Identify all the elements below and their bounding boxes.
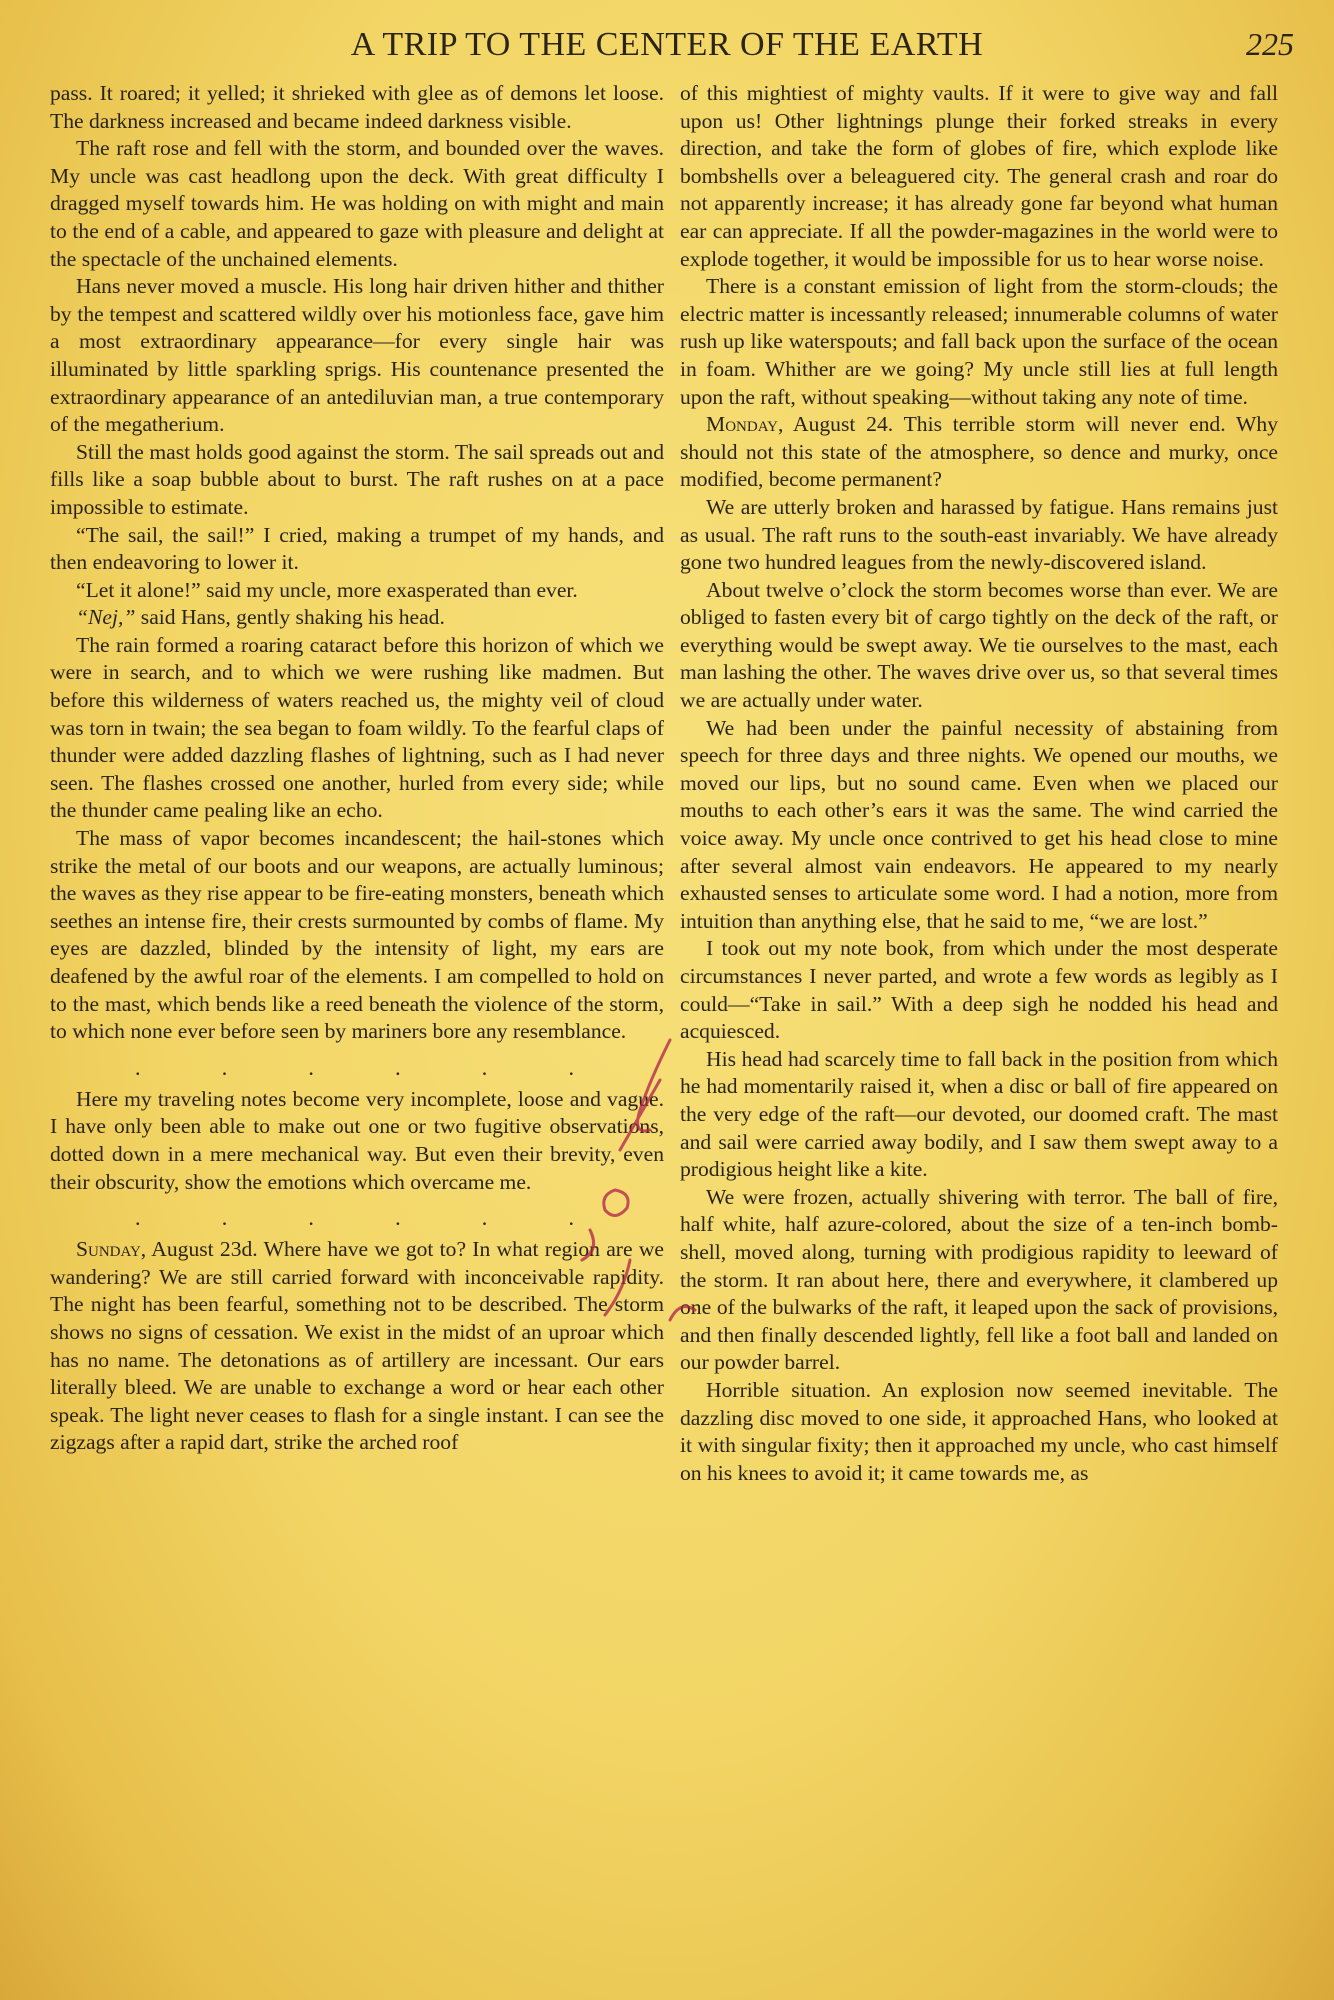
paragraph: Horrible situation. An explosion now seemed inevitable. The dazzling disc moved to one side, it approached Hans, who looked at it with singular fixity; then it approached my uncle, who cast himself on his knees to avoid it; it came towards me, as xyxy=(680,1377,1278,1485)
paragraph xyxy=(50,604,664,632)
paragraph: The rain formed a roaring cataract before this horizon of which we were in search, and to which we were rushing like madmen. But before this wilderness of waters reached us, the mighty veil of cloud was torn in twain; the sea began to foam wildly. To the fearful claps of thunder were added dazzling flashes of lightning, such as I had never seen. The flashes crossed one another, hurled from every side; while the thunder came pealing like an echo. xyxy=(50,632,664,823)
paragraph: The raft rose and fell with the storm, and bounded over the waves. My uncle was cast headlong upon the deck. With great difficulty I dragged myself towards him. He was holding on with might and main to the end of a cable, and appeared to gaze with pleasure and delight at the spectacle of the unchained elements. xyxy=(50,136,664,271)
paragraph-text: August 23d. Where have we got to? In what region are we wandering? We are still carried forward with inconceivable rapidity. The night has been fearful, something not to be described. The storm shows no signs of cessation. We exist in the midst of an uproar which has no name. The detonations as of artillery are incessant. Our ears literally bleed. We are unable to exchange a word or hear each other speak. The light never ceases to flash for a single instant. I can see the zigzags after a rapid dart, strike the arched roof xyxy=(50,1237,664,1455)
paragraph: of this mightiest of mighty vaults. If it were to give way and fall upon us! Other lightnings plunge their forked streaks in every direction, and take the form of globes of fire, which explode like bombshells over a beleaguered city. The general crash and roar do not apparently increase; it has already gone far beyond what human ear can appreciate. If all the powder-magazines in the world were to explode together, it would be impossible for us to hear worse noise. xyxy=(680,81,1278,271)
paragraph: “Let it alone!” said my uncle, more exasperated than ever. xyxy=(76,577,578,602)
left-column xyxy=(50,80,664,1457)
dot: . xyxy=(481,1054,488,1080)
paragraph xyxy=(680,411,1278,494)
paragraph: Still the mast holds good against the storm. The sail spreads out and fills like a soap bubble about to burst. The raft rushes on at a pace impossible to estimate. xyxy=(50,439,664,519)
diary-day: Monday, xyxy=(706,412,784,437)
paragraph: The mass of vapor becomes incandescent; the hail-stones which strike the metal of our boots and our weapons, are actually luminous; the waves as they rise appear to be fire-eating monsters, beneath which seethes an intense fire, their crests surmounted by combs of flame. My eyes are dazzled, blinded by the intensity of light, my ears are deafened by the awful roar of the elements. I am compelled to hold on to the mast, which bends like a reed beneath the violence of the storm, to which none ever before seen by mariners bore any resemblance. xyxy=(50,826,664,1044)
running-title: A TRIP TO THE CENTER OF THE EARTH xyxy=(350,26,984,63)
paragraph: Hans never moved a muscle. His long hair driven hither and thither by the tempest and scattered wildly over his motionless face, gave him a most extraordinary appearance—for every single hair was illuminated by little sparkling sprigs. His countenance presented the extraordinary appearance of an antediluvian man, a true contemporary of the megatherium. xyxy=(50,274,664,437)
dot: . xyxy=(221,1054,228,1080)
paragraph xyxy=(50,1236,664,1457)
paragraph: We had been under the painful necessity of abstaining from speech for three days and three nights. We opened our mouths, we moved our lips, but no sound came. Even when we placed our mouths to each other’s ears it was the same. The wind carried the voice away. My uncle once contrived to get his head close to mine after several almost vain endeavors. He appeared to my nearly exhausted senses to articulate some word. I had a notion, more from intuition than anything else, that he said to me, “we are lost.” xyxy=(680,715,1278,933)
paragraph: About twelve o’clock the storm becomes worse than ever. We are obliged to fasten every bit of cargo tightly on the deck of the raft, or everything would be swept away. We tie ourselves to the mast, each man lashing the other. The waves drive over us, so that several times we are actually under water. xyxy=(680,577,1278,713)
paragraph: We were frozen, actually shivering with terror. The ball of fire, half white, half azure-colored, about the size of a ten-inch bomb-shell, moved along, turning with prodigious rapidity to leeward of the storm. It ran about here, there and everywhere, it clambered up one of the bulwarks of the raft, it leaped upon the sack of provisions, and then finally descended lightly, fell like a foot ball and landed on our powder barrel. xyxy=(680,1184,1278,1375)
page-header xyxy=(40,26,1294,70)
paragraph: There is a constant emission of light from the storm-clouds; the electric matter is incessantly released; innumerable columns of water rush up like waterspouts; and fall back upon the surface of the ocean in foam. Whither are we going? My uncle still lies at full length upon the raft, without speaking—without taking any note of time. xyxy=(680,274,1278,409)
dot: . xyxy=(135,1054,141,1080)
paragraph-text: August 24. This terrible storm will never end. Why should not this state of the atmosphere, so dence and murky, once modified, become permanent? xyxy=(680,412,1278,492)
paragraph: pass. It roared; it yelled; it shrieked with glee as of demons let loose. The darkness increased and became indeed darkness visible. xyxy=(50,81,664,133)
paragraph: Here my traveling notes become very incomplete, loose and vague. I have only been able to make out one or two fugitive observations, dotted down in a mere mechanical way. But even their brevity, even their obscurity, show the emotions which overcame me. xyxy=(50,1086,664,1194)
dot: . xyxy=(221,1205,228,1231)
page-number: 225 xyxy=(1246,26,1294,62)
right-column xyxy=(680,80,1278,1487)
dot: . xyxy=(481,1205,488,1231)
paragraph-text: said Hans, gently shaking his head. xyxy=(135,605,445,630)
section-break-dots xyxy=(50,1204,664,1232)
italic-word: “Nej,” xyxy=(76,605,136,630)
dot: . xyxy=(308,1205,314,1231)
dot: . xyxy=(395,1054,401,1080)
dot: . xyxy=(568,1205,574,1231)
dot: . xyxy=(395,1205,401,1231)
paragraph: I took out my note book, from which under the most desperate circumstances I never parted, and wrote a few words as legibly as I could—“Take in sail.” With a deep sigh he nodded his head and acquiesced. xyxy=(680,936,1278,1044)
section-break-dots xyxy=(50,1054,664,1082)
paragraph: His head had scarcely time to fall back in the position from which he had momentarily raised it, when a disc or ball of fire appeared on the very edge of the raft—our devoted, our doomed craft. The mast and sail were carried away bodily, and I saw them swept away to a prodigious height like a kite. xyxy=(680,1046,1278,1182)
dot: . xyxy=(308,1054,314,1080)
dot: . xyxy=(135,1205,141,1231)
paragraph: “The sail, the sail!” I cried, making a trumpet of my hands, and then endeavoring to lower it. xyxy=(50,522,664,575)
paragraph: We are utterly broken and harassed by fatigue. Hans remains just as usual. The raft runs to the south-east invariably. We have already gone two hundred leagues from the newly-discovered island. xyxy=(680,494,1278,575)
dot: . xyxy=(568,1054,574,1080)
diary-day: Sunday, xyxy=(76,1237,147,1262)
